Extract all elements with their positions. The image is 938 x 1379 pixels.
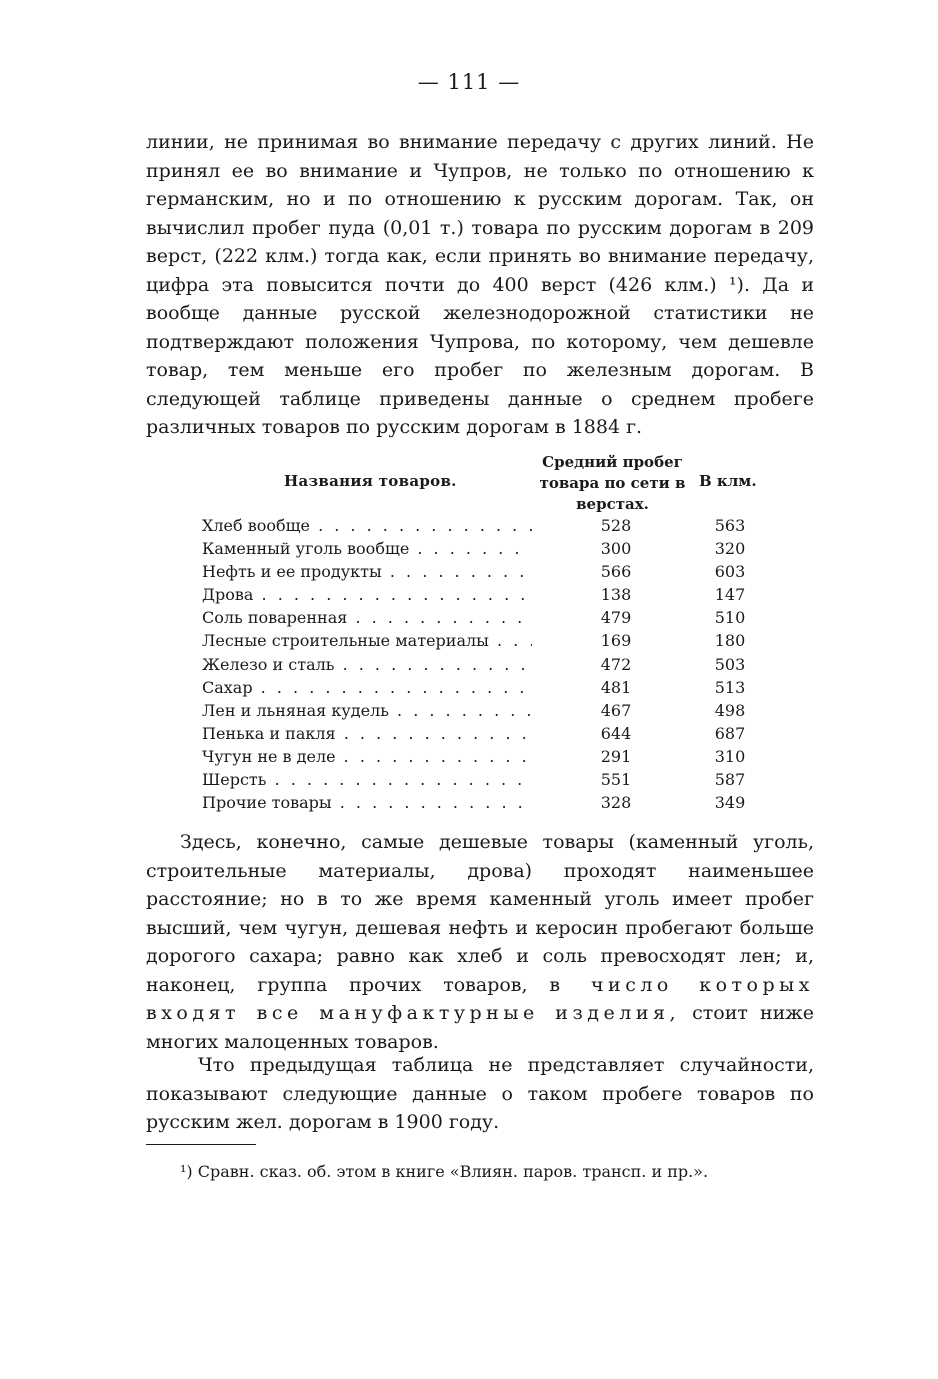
goods-name-cell: Шерсть . . . [202, 768, 532, 791]
page-number: — 111 — [417, 70, 521, 94]
goods-name-cell: Пенька и пакля . . . [202, 722, 532, 745]
versts-cell: 644 [600, 723, 632, 743]
km-cell: 180 [714, 631, 746, 651]
goods-name-cell: Соль поваренная . . . [202, 606, 532, 629]
km-cell: 587 [714, 770, 746, 790]
km-cell: 563 [714, 516, 746, 535]
table-row [200, 722, 780, 745]
versts-cell: 528 [600, 516, 632, 535]
table-row [200, 768, 780, 791]
paragraph-intro: линии, не принимая во внимание передачу с других линий. Не принял ее во внимание и Чупров, не только по отношению к германским, но и по отношению к русским дорогам. Так, он вычислил пробег пуда (0,01 т.) товара по русским дорогам в 209 верст, (222 клм.) тогда как, если принять во внимание передачу, цифра эта повысится почти до 400 верст (426 клм.) ¹). Да и вообще данные русской железнодорожной статистики не подтверждают положения Чупрова, по которому, чем дешевле товар, тем меньше его пробег по железным дорогам. В следующей таблице приведены данные о среднем пробеге различных товаров по русским дорогам в 1884 г. [146, 131, 814, 438]
table-row [200, 745, 780, 768]
versts-cell: 467 [600, 700, 632, 720]
versts-cell: 138 [600, 585, 632, 605]
table-row [200, 653, 780, 676]
versts-cell: 481 [600, 677, 632, 697]
versts-cell: 479 [600, 608, 632, 628]
km-cell: 310 [714, 746, 746, 766]
footnote-divider [146, 1144, 256, 1145]
goods-name-cell: Каменный уголь вообще . . . [202, 537, 532, 560]
paragraph-analysis-emphasis: в число которых входят все мануфактурные изделия, [146, 973, 814, 1024]
table-row [200, 537, 780, 560]
goods-name-cell: Сахар . . . [202, 676, 532, 699]
goods-name-cell: Прочие товары . . . [202, 791, 532, 814]
goods-name-cell: Железо и сталь . . . [202, 653, 532, 676]
footnote: ¹) Сравн. сказ. об. этом в книге «Влиян. паров. трансп. и пр.». [180, 1162, 709, 1181]
table-row [200, 606, 780, 629]
table-row [200, 583, 780, 606]
versts-cell: 566 [600, 562, 632, 582]
km-cell: 498 [714, 700, 746, 720]
freight-table-body [200, 514, 780, 814]
goods-name-cell: Лен и льняная кудель . . . [202, 699, 532, 722]
km-cell: 510 [714, 608, 746, 628]
versts-cell: 328 [600, 793, 632, 813]
versts-cell: 300 [600, 539, 632, 559]
table-row [200, 629, 780, 652]
paragraph-analysis-text: Здесь, конечно, самые дешевые товары (каменный уголь, строительные материалы, дрова) проходят наименьшее расстояние; но в то же время каменный уголь имеет пробег высший, чем чугун, дешевая нефть и керосин пробегают больше дорогого сахара; равно как хлеб и соль превосходят лен; и, наконец, группа прочих товаров, [146, 831, 814, 996]
km-cell: 349 [714, 793, 746, 813]
paragraph-analysis [146, 828, 814, 1056]
goods-name-cell: Чугун не в деле . . . [202, 745, 532, 768]
goods-name-cell: Хлеб вообще . . . [202, 514, 532, 537]
column-header-km: В клм. [699, 472, 757, 490]
versts-cell: 291 [600, 746, 632, 766]
table-row [200, 791, 780, 814]
column-header-versts: Средний пробег товара по сети в верстах. [539, 453, 686, 513]
km-cell: 687 [714, 723, 746, 743]
paragraph-conclusion: Что предыдущая таблица не представляет случайности, показывают следующие данные о таком пробеге товаров по русским жел. дорогам в 1900 году. [146, 1054, 814, 1133]
table-row [200, 514, 780, 537]
versts-cell: 472 [600, 654, 632, 674]
goods-name-cell: Нефть и ее продукты . . . [202, 560, 532, 583]
table-row [200, 560, 780, 583]
km-cell: 603 [714, 562, 746, 582]
table-row [200, 676, 780, 699]
paragraph-analysis-end: стоит ниже многих малоценных товаров. [146, 1002, 815, 1053]
km-cell: 320 [714, 539, 746, 559]
goods-name-cell: Дрова . . . [202, 583, 532, 606]
km-cell: 147 [714, 585, 746, 605]
km-cell: 503 [714, 654, 746, 674]
table-row [200, 699, 780, 722]
goods-name-cell: Лесные строительные материалы . . . [202, 629, 532, 652]
versts-cell: 169 [600, 631, 632, 651]
km-cell: 513 [714, 677, 746, 697]
versts-cell: 551 [600, 770, 632, 790]
column-header-goods: Названия товаров. [284, 472, 457, 490]
